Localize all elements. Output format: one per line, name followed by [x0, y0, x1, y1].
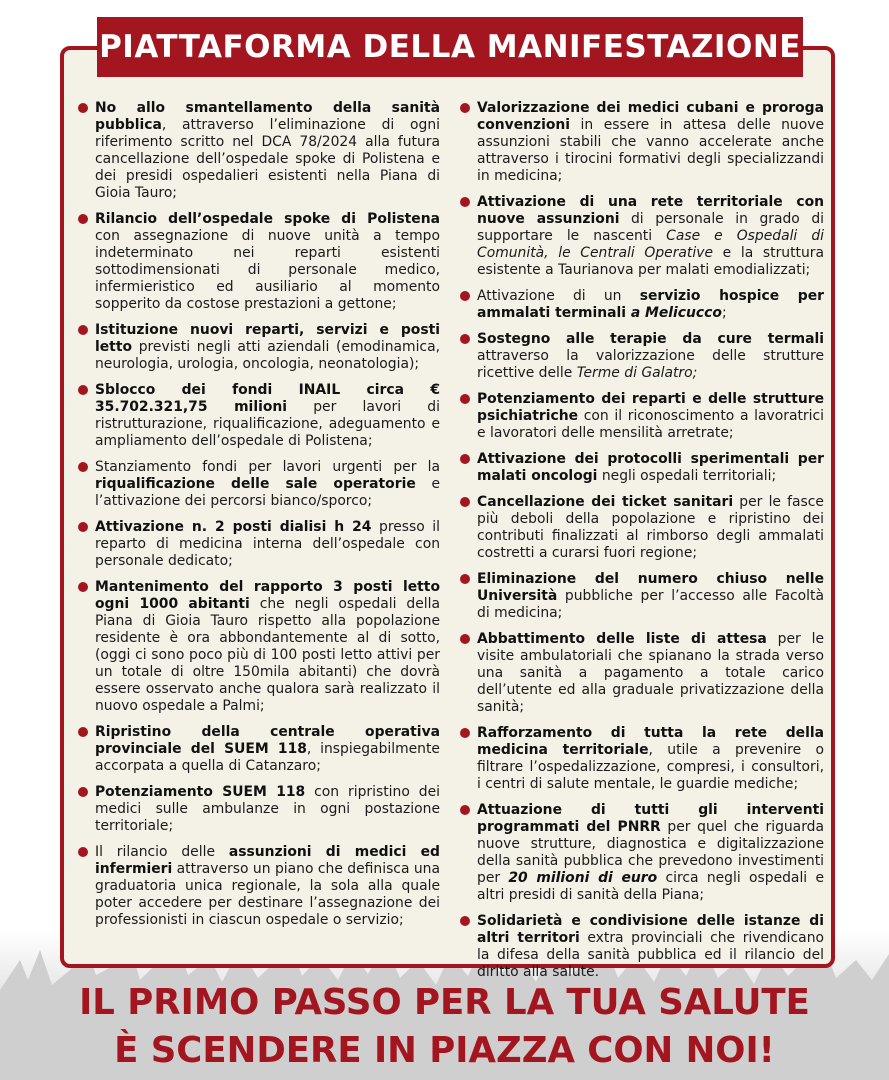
- list-item: Rafforzamento di tutta la rete della medicina territoriale, utile a prevenire o filtrare l’ospedalizzazione, compresi, i consultori, i centri di salute mentale, le guardie mediche;: [458, 725, 824, 793]
- list-item: Attivazione dei protocolli sperimentali per malati oncologi negli ospedali territoriali;: [458, 451, 824, 485]
- list-item: Eliminazione del numero chiuso nelle Università pubbliche per l’accesso alle Facoltà di medicina;: [458, 571, 824, 622]
- list-item: Sostegno alle terapie da cure termali attraverso la valorizzazione delle strutture ricettive delle Terme di Galatro;: [458, 331, 824, 382]
- list-item: Stanziamento fondi per lavori urgenti per la riqualificazione delle sale operatorie e l’attivazione dei percorsi bianco/sporco;: [76, 459, 440, 510]
- list-item: Abbattimento delle liste di attesa per le visite ambulatoriali che spianano la strada verso una sanità a pagamento a totale carico dell’utente ed alla graduale privatizzazione della sanità;: [458, 631, 824, 716]
- list-item: Rilancio dell’ospedale spoke di Polistena con assegnazione di nuove unità a tempo indeterminato nei reparti esistenti sottodimensionati di personale medico, infermieristico ed ausiliario al momento sopperito da costose prestazioni a gettone;: [76, 211, 440, 313]
- list-item: Sblocco dei fondi INAIL circa € 35.702.321,75 milioni per lavori di ristrutturazione, riqualificazione, adeguamento e ampliamento dell’ospedale di Polistena;: [76, 382, 440, 450]
- list-item: Potenziamento SUEM 118 con ripristino dei medici sulle ambulanze in ogni postazione territoriale;: [76, 784, 440, 835]
- list-item: Cancellazione dei ticket sanitari per le fasce più deboli della popolazione e ripristino dei contributi finalizzati al rimborso degli ammalati costretti a curarsi fuori regione;: [458, 494, 824, 562]
- list-item: Attivazione di una rete territoriale con nuove assunzioni di personale in grado di supportare le nascenti Case e Ospedali di Comunità, le Centrali Operative e la struttura esistente a Taurianova per malati emodializzati;: [458, 194, 824, 279]
- list-item: Il rilancio delle assunzioni di medici ed infermieri attraverso un piano che definisca una graduatoria unica regionale, la sola alla quale poter accedere per destinare l’assegnazione dei professionisti in ciascun ospedale o servizio;: [76, 844, 440, 929]
- slogan-line-1: IL PRIMO PASSO PER LA TUA SALUTE: [79, 982, 810, 1023]
- list-item: Valorizzazione dei medici cubani e proroga convenzioni in essere in attesa delle nuove assunzioni stabili che vanno accelerate anche attraverso i tirocini formativi degli specializzandi in medicina;: [458, 100, 824, 185]
- list-item: Attivazione n. 2 posti dialisi h 24 presso il reparto di medicina interna dell’ospedale con personale dedicato;: [76, 519, 440, 570]
- list-item: Potenziamento dei reparti e delle strutture psichiatriche con il riconoscimento a lavoratrici e lavoratori delle mensilità arretrate;: [458, 391, 824, 442]
- platform-list-right: [458, 100, 824, 990]
- platform-list-left: [76, 100, 440, 938]
- list-item: Istituzione nuovi reparti, servizi e posti letto previsti negli atti aziendali (emodinamica, neurologia, urologia, oncologia, neonatologia);: [76, 322, 440, 373]
- list-item: Ripristino della centrale operativa provinciale del SUEM 118, inspiegabilmente accorpata a quella di Catanzaro;: [76, 724, 440, 775]
- list-item: No allo smantellamento della sanità pubblica, attraverso l’eliminazione di ogni riferimento scritto nel DCA 78/2024 alla futura cancellazione dell’ospedale spoke di Polistena e dei presidi ospedalieri esistenti nella Piana di Gioia Tauro;: [76, 100, 440, 202]
- slogan-line-2: È SCENDERE IN PIAZZA CON NOI!: [114, 1030, 775, 1071]
- list-item: Solidarietà e condivisione delle istanze di altri territori extra provinciali che rivendicano la difesa della sanità pubblica ed il rilancio del diritto alla salute.: [458, 913, 824, 981]
- list-item: Mantenimento del rapporto 3 posti letto ogni 1000 abitanti che negli ospedali della Piana di Gioia Tauro rispetto alla popolazione residente è ora abbondantemente al di sotto, (oggi ci sono poco più di 100 posti letto attivi per un totale di oltre 150mila abitanti) che dovrà essere osservato anche qualora sarà realizzato il nuovo ospedale a Palmi;: [76, 579, 440, 715]
- page-title: PIATTAFORMA DELLA MANIFESTAZIONE: [97, 17, 803, 77]
- list-item: Attivazione di un servizio hospice per ammalati terminali a Melicucco;: [458, 288, 824, 322]
- list-item: Attuazione di tutti gli interventi programmati del PNRR per quel che riguarda nuove strutture, diagnostica e digitalizzazione della sanità pubblica che prevedono investimenti per 20 milioni di euro circa negli ospedali e altri presidi di sanità della Piana;: [458, 802, 824, 904]
